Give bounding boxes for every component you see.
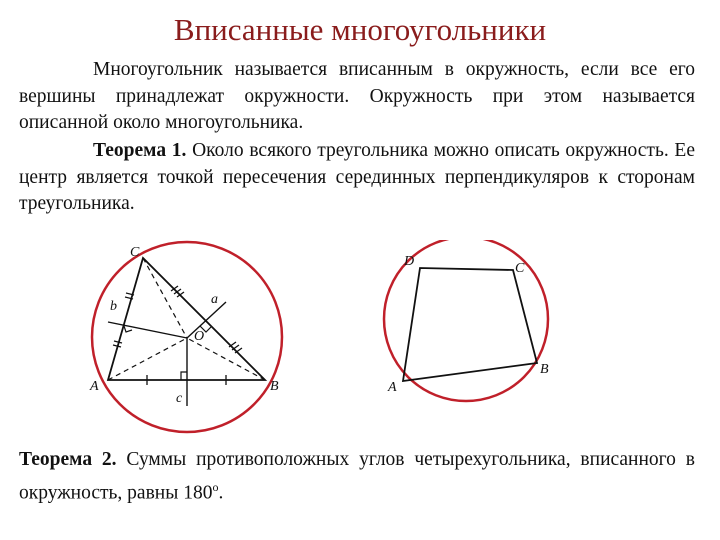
theorem1-text: Около всякого треугольника можно описать окружность. Ее центр является точкой пересечения серединных перпендикуляров к сторонам треугольника. xyxy=(19,140,695,214)
theorem1-paragraph xyxy=(19,138,695,218)
slide-title: Вписанные многоугольники xyxy=(173,12,547,47)
figure-triangle-circumscribed xyxy=(80,232,310,447)
theorem2-degree: о xyxy=(212,479,219,494)
label-a-vertex: A xyxy=(90,379,99,394)
figure-quadrilateral-inscribed xyxy=(380,240,560,410)
theorem2-text: Суммы противоположных углов четырехугольника, вписанного в окружность, равны 180 xyxy=(19,449,695,503)
label-b-vertex: B xyxy=(540,362,549,377)
theorem2-label: Теорема 2. xyxy=(19,449,117,470)
theorem2-paragraph xyxy=(19,447,695,507)
dashed-b-o xyxy=(187,338,265,380)
label-b-vertex: B xyxy=(270,379,279,394)
definition-paragraph: Многоугольник называется вписанным в окружность, если все его вершины принадлежат окружности. Окружность при этом называется описанной около многоугольника. xyxy=(19,59,695,133)
dashed-a-o xyxy=(108,338,187,380)
quadrilateral-abcd xyxy=(403,268,537,381)
label-a-bisector: a xyxy=(211,292,218,307)
theorem1-label: Теорема 1. xyxy=(93,140,187,161)
label-d-vertex: D xyxy=(404,254,415,269)
dashed-c-o xyxy=(143,258,187,338)
label-c-vertex: C xyxy=(515,261,525,276)
right-angle-c xyxy=(181,372,187,380)
label-c-bisector: c xyxy=(176,391,183,406)
label-a-vertex: A xyxy=(388,380,397,395)
theorem2-end: . xyxy=(218,482,224,503)
label-b-bisector: b xyxy=(110,299,117,314)
label-o-center: O xyxy=(194,329,205,344)
label-c-vertex: C xyxy=(130,245,140,260)
